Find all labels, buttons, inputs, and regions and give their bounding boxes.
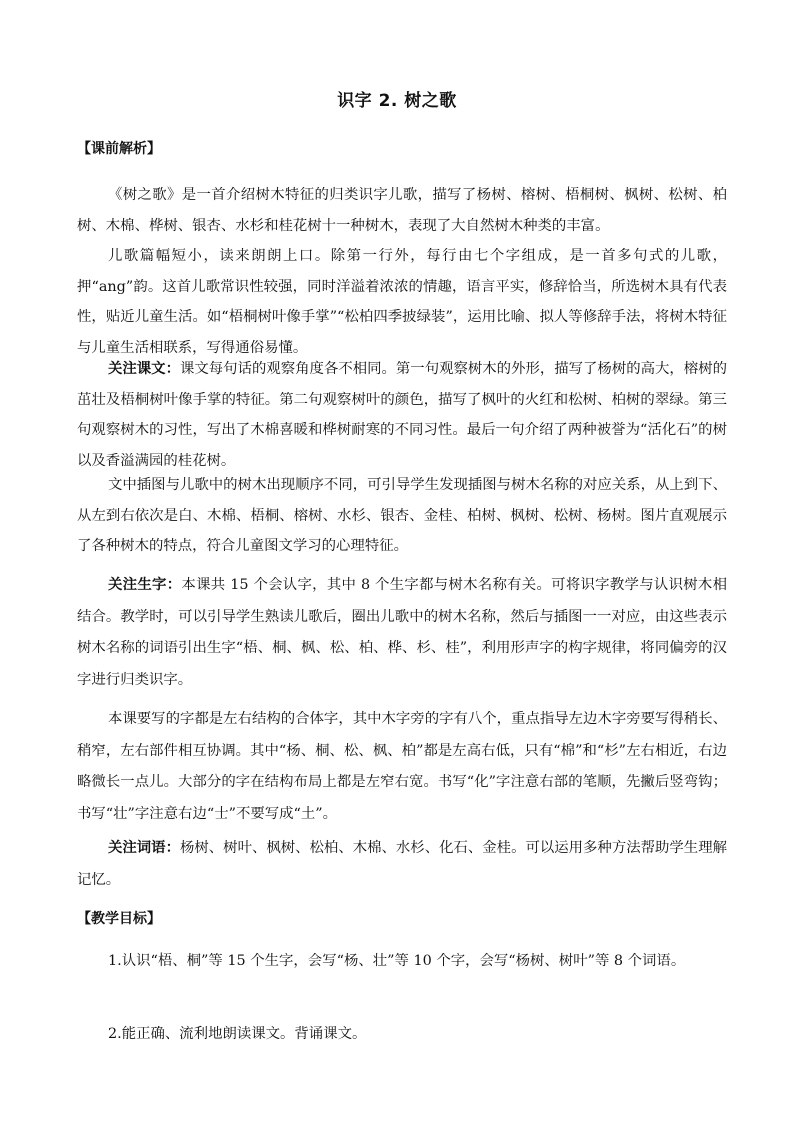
focus-words-body: 杨树、树叶、枫树、松柏、木棉、水杉、化石、金桂。可以运用多种方法帮助学生理解记忆。 <box>77 840 727 888</box>
paragraph-writing-guide: 本课要写的字都是左右结构的合体字，其中木字旁的字有八个，重点指导左边木字旁要写得稍长、稍窄，左右部件相互协调。其中“杨、桐、松、枫、柏”都是左高右低，只有“棉”和“杉”左右相近，右边略微长一点儿。大部分的字在结构布局上都是左窄右宽。书写“化”字注意右部的笔顺，先撇后竖弯钩；书写“壮”字注意右边“士”不要写成“土”。 <box>77 711 727 822</box>
section-heading-goals: 【教学目标】 <box>77 911 161 927</box>
paragraph-focus-words <box>77 833 727 896</box>
focus-characters-body: 本课共 15 个会认字，其中 8 个生字都与树木名称有关。可将识字教学与认识树木相结合。教学时，可以引导学生熟读儿歌后，圈出儿歌中的树木名称，然后与插图一一对应，由这些表示树木名称的词语引出生字“梧、桐、枫、松、柏、桦、杉、桂”，利用形声字的构字规律，将同偏旁的汉字进行归类识字。 <box>77 577 727 688</box>
goal-item-2: 2.能正确、流利地朗读课文。背诵课文。 <box>108 1026 367 1042</box>
focus-text-label: 关注课文： <box>108 361 180 377</box>
focus-words-label: 关注词语： <box>108 840 180 856</box>
paragraph-rhyme-features: 儿歌篇幅短小，读来朗朗上口。除第一行外，每行由七个字组成，是一首多句式的儿歌，押“ang”韵。这首儿歌常识性较强，同时洋溢着浓浓的情趣，语言平实，修辞恰当，所选树木具有代表性，贴近儿童生活。如“梧桐树叶像手掌”“松柏四季披绿装”，运用比喻、拟人等修辞手法，将树木特征与儿童生活相联系，写得通俗易懂。 <box>77 248 727 356</box>
paragraph-illustration: 文中插图与儿歌中的树木出现顺序不同，可引导学生发现插图与树木名称的对应关系，从上到下、从左到右依次是白、木棉、梧桐、榕树、水杉、银杏、金桂、柏树、枫树、松树、杨树。图片直观展示了各种树木的特点，符合儿童图文学习的心理特征。 <box>77 477 727 554</box>
focus-text-body: 课文每句话的观察角度各不相同。第一句观察树木的外形，描写了杨树的高大，榕树的茁壮及梧桐树叶像手掌的特征。第二句观察树叶的颜色，描写了枫叶的火红和松树、柏树的翠绿。第三句观察树木的习性，写出了木棉喜暖和桦树耐寒的不同习性。最后一句介绍了两种被誉为“活化石”的树以及香溢满园的桂花树。 <box>77 361 727 469</box>
focus-characters-label: 关注生字： <box>108 577 182 593</box>
paragraph-focus-text <box>77 354 727 476</box>
paragraph-focus-characters <box>77 570 727 696</box>
section-heading-preview: 【课前解析】 <box>77 141 161 157</box>
document-title: 识字 2. 树之歌 <box>337 91 457 111</box>
goal-item-1: 1.认识“梧、桐”等 15 个生字，会写“杨、壮”等 10 个字，会写“杨树、树叶”等 8 个词语。 <box>108 953 686 969</box>
paragraph-intro: 《树之歌》是一首介绍树木特征的归类识字儿歌，描写了杨树、榕树、梧桐树、枫树、松树、柏树、木棉、桦树、银杏、水杉和桂花树十一种树木，表现了大自然树木种类的丰富。 <box>77 187 727 234</box>
